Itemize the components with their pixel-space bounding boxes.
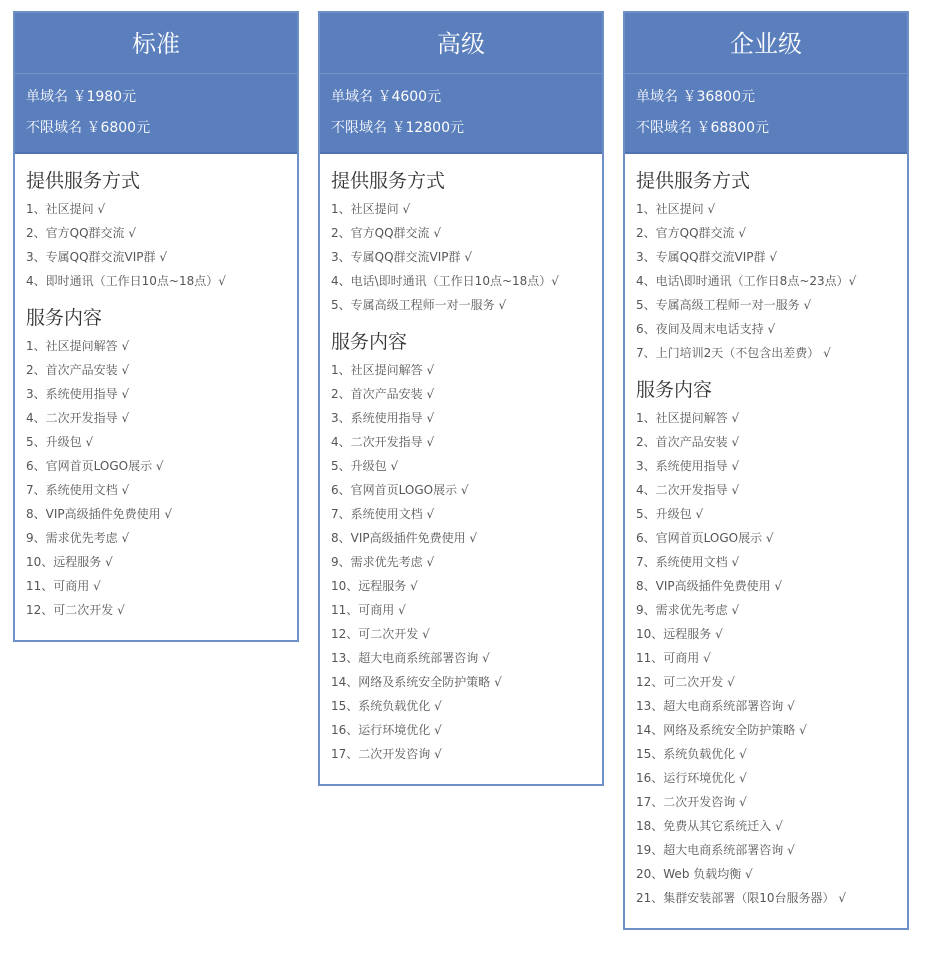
- plan-prices: [320, 74, 602, 152]
- feature-item: 1、社区提问 √: [636, 202, 716, 216]
- feature-list: [636, 406, 907, 910]
- feature-item: 15、系统负载优化 √: [636, 747, 747, 761]
- feature-list: [331, 197, 602, 317]
- feature-item: 6、官网首页LOGO展示 √: [26, 459, 164, 473]
- feature-item: 14、网络及系统安全防护策略 √: [636, 723, 807, 737]
- feature-item: 7、系统使用文档 √: [331, 507, 435, 521]
- feature-item: 3、系统使用指导 √: [636, 459, 740, 473]
- feature-item: 6、夜间及周末电话支持 √: [636, 322, 776, 336]
- feature-item: 11、可商用 √: [26, 579, 101, 593]
- plan-prices: [15, 74, 297, 152]
- feature-item: 3、专属QQ群交流VIP群 √: [331, 250, 472, 264]
- feature-item: 4、二次开发指导 √: [331, 435, 435, 449]
- feature-item: 17、二次开发咨询 √: [636, 795, 747, 809]
- plan-header: [15, 13, 297, 152]
- feature-item: 20、Web 负载均衡 √: [636, 867, 753, 881]
- feature-item: 16、运行环境优化 √: [331, 723, 442, 737]
- price-line: 不限域名 ￥6800元: [26, 120, 151, 136]
- plan-body: [15, 152, 297, 640]
- feature-item: 18、免费从其它系统迁入 √: [636, 819, 783, 833]
- feature-item: 13、超大电商系统部署咨询 √: [636, 699, 795, 713]
- price-line: 单域名 ￥1980元: [26, 89, 137, 105]
- section-title: 提供服务方式: [636, 170, 751, 192]
- feature-item: 9、需求优先考虑 √: [331, 555, 435, 569]
- feature-item: 2、官方QQ群交流 √: [331, 226, 441, 240]
- plan-card-enterprise: [623, 11, 909, 930]
- feature-item: 12、可二次开发 √: [331, 627, 430, 641]
- feature-item: 9、需求优先考虑 √: [26, 531, 130, 545]
- section-title: 服务内容: [331, 331, 408, 353]
- section-title: 提供服务方式: [26, 170, 141, 192]
- feature-list: [331, 358, 602, 766]
- feature-item: 7、系统使用文档 √: [636, 555, 740, 569]
- plan-title: 标准: [15, 13, 297, 74]
- plan-title: 高级: [320, 13, 602, 74]
- plan-header: [320, 13, 602, 152]
- price-line: 单域名 ￥36800元: [636, 89, 755, 105]
- plan-title: 企业级: [625, 13, 907, 74]
- feature-item: 3、专属QQ群交流VIP群 √: [26, 250, 167, 264]
- plan-header: [625, 13, 907, 152]
- feature-item: 10、远程服务 √: [636, 627, 723, 641]
- feature-item: 1、社区提问 √: [331, 202, 411, 216]
- feature-item: 8、VIP高级插件免费使用 √: [26, 507, 173, 521]
- plan-card-advanced: [318, 11, 604, 786]
- feature-item: 5、升级包 √: [331, 459, 399, 473]
- feature-item: 5、专属高级工程师一对一服务 √: [636, 298, 812, 312]
- feature-item: 9、需求优先考虑 √: [636, 603, 740, 617]
- feature-item: 16、运行环境优化 √: [636, 771, 747, 785]
- feature-item: 8、VIP高级插件免费使用 √: [331, 531, 478, 545]
- feature-item: 4、二次开发指导 √: [26, 411, 130, 425]
- feature-item: 5、专属高级工程师一对一服务 √: [331, 298, 507, 312]
- feature-item: 2、官方QQ群交流 √: [26, 226, 136, 240]
- feature-item: 2、首次产品安装 √: [331, 387, 435, 401]
- feature-item: 21、集群安装部署（限10台服务器） √: [636, 891, 847, 905]
- feature-item: 2、官方QQ群交流 √: [636, 226, 746, 240]
- plan-body: [625, 152, 907, 928]
- feature-list: [636, 197, 907, 365]
- price-line: 不限域名 ￥12800元: [331, 120, 464, 136]
- feature-item: 15、系统负载优化 √: [331, 699, 442, 713]
- feature-item: 13、超大电商系统部署咨询 √: [331, 651, 490, 665]
- price-line: 单域名 ￥4600元: [331, 89, 442, 105]
- feature-item: 1、社区提问解答 √: [636, 411, 740, 425]
- feature-item: 3、专属QQ群交流VIP群 √: [636, 250, 777, 264]
- plan-body: [320, 152, 602, 784]
- feature-item: 10、远程服务 √: [26, 555, 113, 569]
- feature-item: 19、超大电商系统部署咨询 √: [636, 843, 795, 857]
- feature-item: 4、电话\即时通讯（工作日8点~23点）√: [636, 274, 857, 288]
- feature-list: [26, 197, 297, 293]
- feature-item: 7、上门培训2天（不包含出差费） √: [636, 346, 831, 360]
- feature-item: 17、二次开发咨询 √: [331, 747, 442, 761]
- feature-item: 4、即时通讯（工作日10点~18点）√: [26, 274, 226, 288]
- feature-list: [26, 334, 297, 622]
- feature-item: 6、官网首页LOGO展示 √: [331, 483, 469, 497]
- plan-card-standard: [13, 11, 299, 642]
- feature-item: 4、电话\即时通讯（工作日10点~18点）√: [331, 274, 559, 288]
- feature-item: 12、可二次开发 √: [636, 675, 735, 689]
- feature-item: 8、VIP高级插件免费使用 √: [636, 579, 783, 593]
- feature-item: 5、升级包 √: [636, 507, 704, 521]
- feature-item: 10、远程服务 √: [331, 579, 418, 593]
- plan-prices: [625, 74, 907, 152]
- feature-item: 12、可二次开发 √: [26, 603, 125, 617]
- feature-item: 1、社区提问解答 √: [331, 363, 435, 377]
- feature-item: 4、二次开发指导 √: [636, 483, 740, 497]
- feature-item: 2、首次产品安装 √: [26, 363, 130, 377]
- price-line: 不限域名 ￥68800元: [636, 120, 769, 136]
- feature-item: 14、网络及系统安全防护策略 √: [331, 675, 502, 689]
- feature-item: 5、升级包 √: [26, 435, 94, 449]
- section-title: 提供服务方式: [331, 170, 446, 192]
- section-title: 服务内容: [26, 307, 103, 329]
- feature-item: 6、官网首页LOGO展示 √: [636, 531, 774, 545]
- feature-item: 3、系统使用指导 √: [26, 387, 130, 401]
- feature-item: 1、社区提问 √: [26, 202, 106, 216]
- feature-item: 11、可商用 √: [331, 603, 406, 617]
- feature-item: 2、首次产品安装 √: [636, 435, 740, 449]
- feature-item: 11、可商用 √: [636, 651, 711, 665]
- section-title: 服务内容: [636, 379, 713, 401]
- feature-item: 1、社区提问解答 √: [26, 339, 130, 353]
- feature-item: 3、系统使用指导 √: [331, 411, 435, 425]
- feature-item: 7、系统使用文档 √: [26, 483, 130, 497]
